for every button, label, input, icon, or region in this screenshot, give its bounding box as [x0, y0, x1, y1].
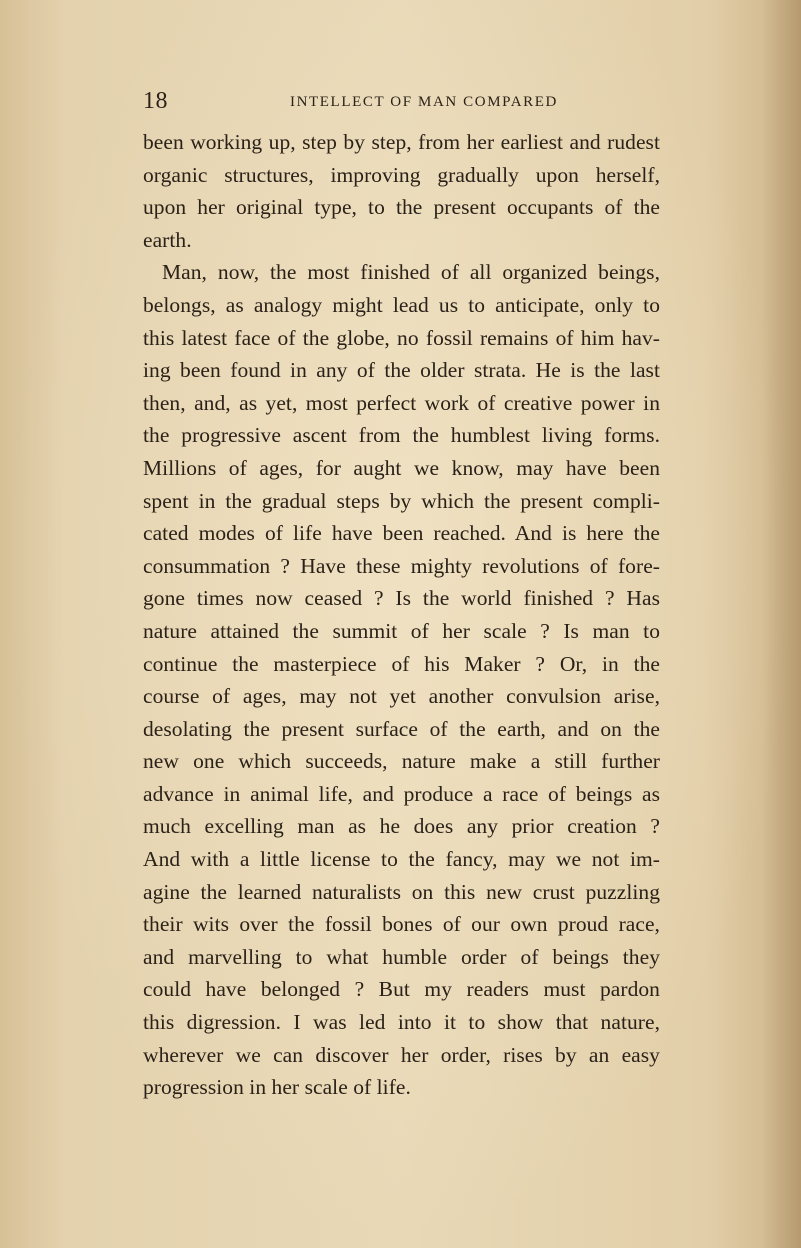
text-line: been working up, step by step, from her earliest and rudest — [143, 130, 660, 154]
text-line: this digression. I was led into it to show that nature, — [143, 1010, 660, 1035]
text-line: progression in her scale of life. — [143, 1075, 411, 1100]
page-number: 18 — [143, 88, 168, 114]
text-line: wherever we can discover her order, rises by an easy — [143, 1042, 660, 1067]
body-text — [143, 126, 660, 1104]
text-line: agine the learned naturalists on this new crust puzzling — [143, 879, 660, 904]
text-line: new one which succeeds, nature make a still further — [143, 749, 660, 774]
text-line: organic structures, improving gradually upon herself, — [143, 162, 660, 187]
running-head: INTELLECT OF MAN COMPARED — [290, 94, 558, 110]
text-line: And with a little license to the fancy, may we not im- — [143, 847, 660, 872]
text-line: then, and, as yet, most perfect work of creative power in — [143, 390, 660, 415]
text-line: cated modes of life have been reached. And is here the — [143, 521, 660, 546]
text-line: Millions of ages, for aught we know, may have been — [143, 455, 660, 480]
text-line: much excelling man as he does any prior creation ? — [143, 814, 660, 839]
text-line: continue the masterpiece of his Maker ? Or, in the — [143, 651, 660, 676]
text-line: gone times now ceased ? Is the world finished ? Has — [143, 586, 660, 611]
text-line: and marvelling to what humble order of beings they — [143, 944, 660, 969]
text-line: nature attained the summit of her scale ? Is man to — [143, 618, 660, 643]
text-line: course of ages, may not yet another convulsion arise, — [143, 684, 660, 709]
text-line: spent in the gradual steps by which the present compli- — [143, 488, 660, 513]
text-line: belongs, as analogy might lead us to anticipate, only to — [143, 292, 660, 317]
text-line: earth. — [143, 227, 192, 252]
text-line: this latest face of the globe, no fossil remains of him hav- — [143, 325, 660, 350]
page-header — [143, 88, 663, 118]
text-line: advance in animal life, and produce a race of beings as — [143, 781, 660, 806]
text-line: consummation ? Have these mighty revolutions of fore- — [143, 553, 660, 578]
text-line: their wits over the fossil bones of our own proud race, — [143, 912, 660, 937]
text-line: Man, now, the most finished of all organized beings, — [162, 260, 660, 285]
page-edge-shadow — [761, 0, 801, 1248]
text-line: ing been found in any of the older strata. He is the last — [143, 358, 660, 383]
text-line: the progressive ascent from the humblest living forms. — [143, 423, 660, 448]
text-line: desolating the present surface of the earth, and on the — [143, 716, 660, 741]
text-line: upon her original type, to the present occupants of the — [143, 195, 660, 220]
text-line: could have belonged ? But my readers must pardon — [143, 977, 660, 1002]
